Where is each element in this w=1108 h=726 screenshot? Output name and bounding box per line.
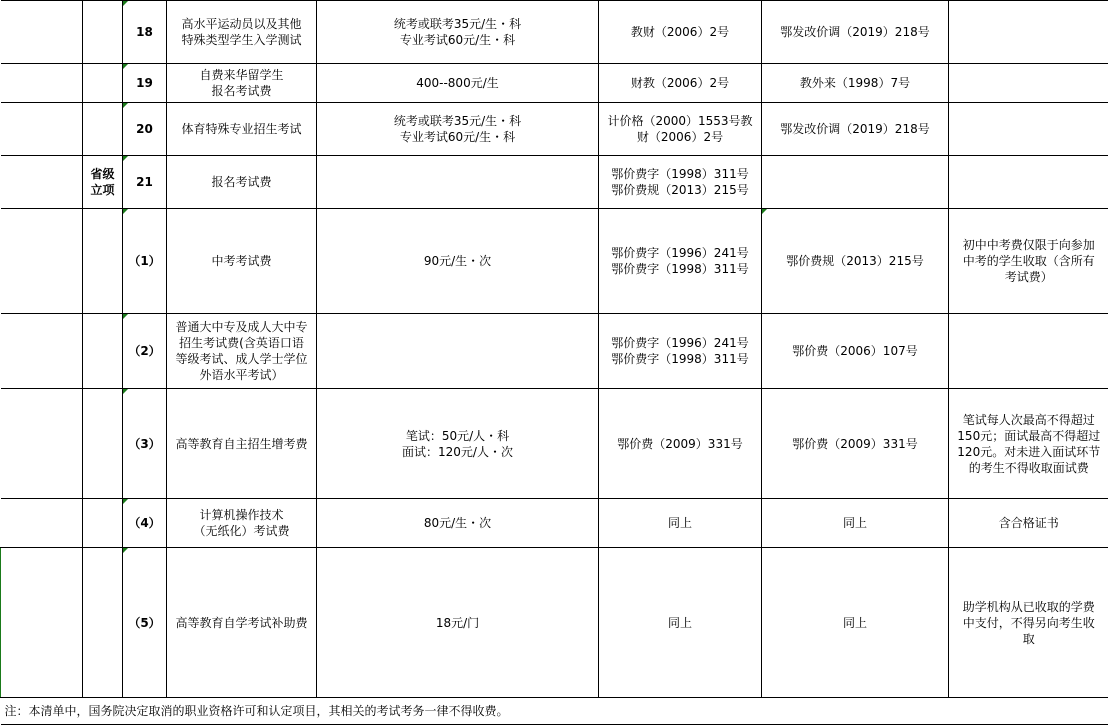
fee-standard: 笔试：50元/人・科 面试：120元/人・次 xyxy=(317,389,599,499)
level-cell xyxy=(83,499,123,548)
note: 含合格证书 xyxy=(949,499,1108,548)
level-cell xyxy=(83,1,123,64)
note xyxy=(949,64,1108,103)
table-row xyxy=(1,548,1108,698)
fee-standard: 80元/生・次 xyxy=(317,499,599,548)
level-cell xyxy=(83,314,123,389)
fee-standard: 统考或联考35元/生・科 专业考试60元/生・科 xyxy=(317,103,599,156)
item-name: 自费来华留学生 报名考试费 xyxy=(167,64,317,103)
pricing-document: 同上 xyxy=(762,548,949,698)
fee-standard xyxy=(317,314,599,389)
pricing-document xyxy=(762,156,949,209)
item-number: （1） xyxy=(123,209,167,314)
table-row xyxy=(1,64,1108,103)
pricing-document: 鄂发改价调（2019）218号 xyxy=(762,1,949,64)
pricing-document: 鄂价费规（2013）215号 xyxy=(762,209,949,314)
table-row xyxy=(1,389,1108,499)
pricing-document: 教外来（1998）7号 xyxy=(762,64,949,103)
table-row xyxy=(1,499,1108,548)
item-number: （5） xyxy=(123,548,167,698)
table-row xyxy=(1,156,1108,209)
basis-document: 同上 xyxy=(599,499,762,548)
table-row xyxy=(1,209,1108,314)
item-name: 报名考试费 xyxy=(167,156,317,209)
level-cell xyxy=(83,64,123,103)
pricing-document: 鄂价费（2006）107号 xyxy=(762,314,949,389)
note xyxy=(949,103,1108,156)
note: 笔试每人次最高不得超过 150元；面试最高不得超过 120元。对未进入面试环节 的考生不得收取面试费 xyxy=(949,389,1108,499)
pricing-document: 鄂价费（2009）331号 xyxy=(762,389,949,499)
basis-document: 财教（2006）2号 xyxy=(599,64,762,103)
fee-standard xyxy=(317,156,599,209)
basis-document: 鄂价费（2009）331号 xyxy=(599,389,762,499)
item-number: 20 xyxy=(123,103,167,156)
fee-standard: 400--800元/生 xyxy=(317,64,599,103)
basis-document: 鄂价费字（1996）241号 鄂价费字（1998）311号 xyxy=(599,314,762,389)
note xyxy=(949,314,1108,389)
table-row xyxy=(1,103,1108,156)
fee-standard: 90元/生・次 xyxy=(317,209,599,314)
item-name: 体育特殊专业招生考试 xyxy=(167,103,317,156)
level-cell xyxy=(83,209,123,314)
item-number: （2） xyxy=(123,314,167,389)
item-name: 高水平运动员以及其他 特殊类型学生入学测试 xyxy=(167,1,317,64)
fee-standard: 统考或联考35元/生・科 专业考试60元/生・科 xyxy=(317,1,599,64)
note xyxy=(949,156,1108,209)
pricing-document: 鄂发改价调（2019）218号 xyxy=(762,103,949,156)
note: 助学机构从已收取的学费 中支付，不得另向考生收 取 xyxy=(949,548,1108,698)
item-number: （3） xyxy=(123,389,167,499)
item-number: 18 xyxy=(123,1,167,64)
item-name: 高等教育自学考试补助费 xyxy=(167,548,317,698)
level-cell xyxy=(83,548,123,698)
item-name: 普通大中专及成人大中专 招生考试费(含英语口语 等级考试、成人学士学位 外语水平考试） xyxy=(167,314,317,389)
level-cell xyxy=(83,389,123,499)
pricing-document: 同上 xyxy=(762,499,949,548)
note xyxy=(949,1,1108,64)
level-cell: 省级 立项 xyxy=(83,156,123,209)
item-number: 21 xyxy=(123,156,167,209)
table-row xyxy=(1,314,1108,389)
note: 初中中考费仅限于向参加 中考的学生收取（含所有 考试费） xyxy=(949,209,1108,314)
level-cell xyxy=(83,103,123,156)
basis-document: 鄂价费字（1998）311号 鄂价费规（2013）215号 xyxy=(599,156,762,209)
item-number: （4） xyxy=(123,499,167,548)
table-row xyxy=(1,1,1108,64)
fee-standard: 18元/门 xyxy=(317,548,599,698)
basis-document: 计价格（2000）1553号教 财（2006）2号 xyxy=(599,103,762,156)
item-number: 19 xyxy=(123,64,167,103)
basis-document: 同上 xyxy=(599,548,762,698)
item-name: 高等教育自主招生增考费 xyxy=(167,389,317,499)
footnote-row xyxy=(1,698,1108,725)
basis-document: 鄂价费字（1996）241号 鄂价费字（1998）311号 xyxy=(599,209,762,314)
item-name: 计算机操作技术 （无纸化）考试费 xyxy=(167,499,317,548)
basis-document: 教财（2006）2号 xyxy=(599,1,762,64)
item-name: 中考考试费 xyxy=(167,209,317,314)
footnote: 注：本清单中，国务院决定取消的职业资格许可和认定项目，其相关的考试考务一律不得收费。 xyxy=(1,698,1108,725)
